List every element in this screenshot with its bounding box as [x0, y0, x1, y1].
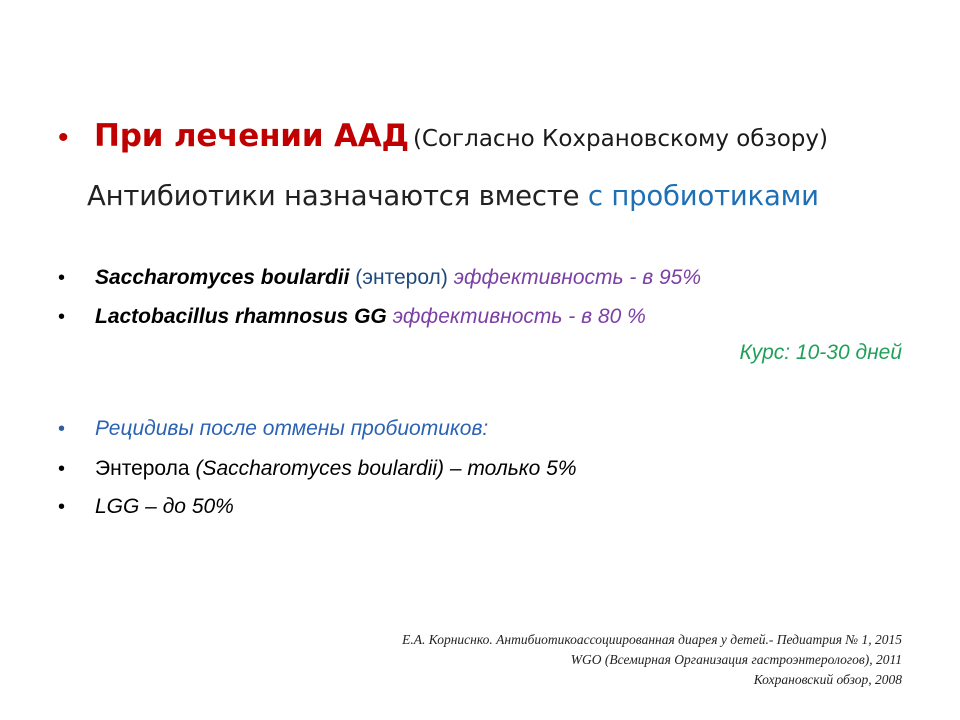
reference-line: Е.А. Корниснко. Антибиотикоассоциированная диарея у детей.- Педиатрия № 1, 2015 — [402, 632, 902, 647]
enterol-prefix: Энтерола — [95, 457, 190, 480]
reference-line: WGO (Всемирная Организация гастроэнтерологов), 2011 — [570, 652, 902, 667]
bullet: • — [58, 306, 66, 328]
bullet: • — [58, 496, 66, 518]
list-item-relapse-heading — [58, 417, 488, 441]
course-duration: Курс: 10-30 дней — [739, 341, 902, 364]
list-item-probiotic-2 — [58, 305, 646, 329]
title-bullet: • — [58, 121, 69, 154]
enterol-rest: (Saccharomyces boulardii) – только 5% — [195, 457, 577, 480]
probiotic-name: Lactobacillus rhamnosus GG — [95, 305, 387, 328]
subtitle — [87, 180, 819, 212]
list-item-enterol — [58, 457, 577, 481]
references — [402, 630, 902, 690]
bullet: • — [58, 418, 66, 440]
probiotic-efficacy: эффективность - в 80 % — [392, 305, 646, 328]
relapse-heading: Рецидивы после отмены пробиотиков: — [95, 417, 489, 440]
page-title — [94, 118, 828, 162]
subtitle-accent: с пробиотиками — [587, 180, 819, 212]
subtitle-prefix: Антибиотики назначаются вместе — [87, 180, 580, 212]
title-note-text: (Согласно Кохрановскому обзору) — [412, 126, 828, 152]
probiotic-efficacy: эффективность - в 95% — [453, 266, 702, 289]
reference-line: Кохрановский обзор, 2008 — [753, 672, 902, 687]
lgg-text: LGG – до 50% — [95, 495, 234, 518]
list-item-lgg — [58, 495, 234, 519]
bullet: • — [58, 458, 66, 480]
bullet: • — [58, 267, 66, 289]
title-bold-text: При лечении ААД — [94, 118, 409, 154]
probiotic-extra: (энтерол) — [355, 266, 448, 289]
probiotic-name: Saccharomyces boulardii — [95, 266, 350, 289]
list-item-probiotic-1 — [58, 266, 701, 290]
